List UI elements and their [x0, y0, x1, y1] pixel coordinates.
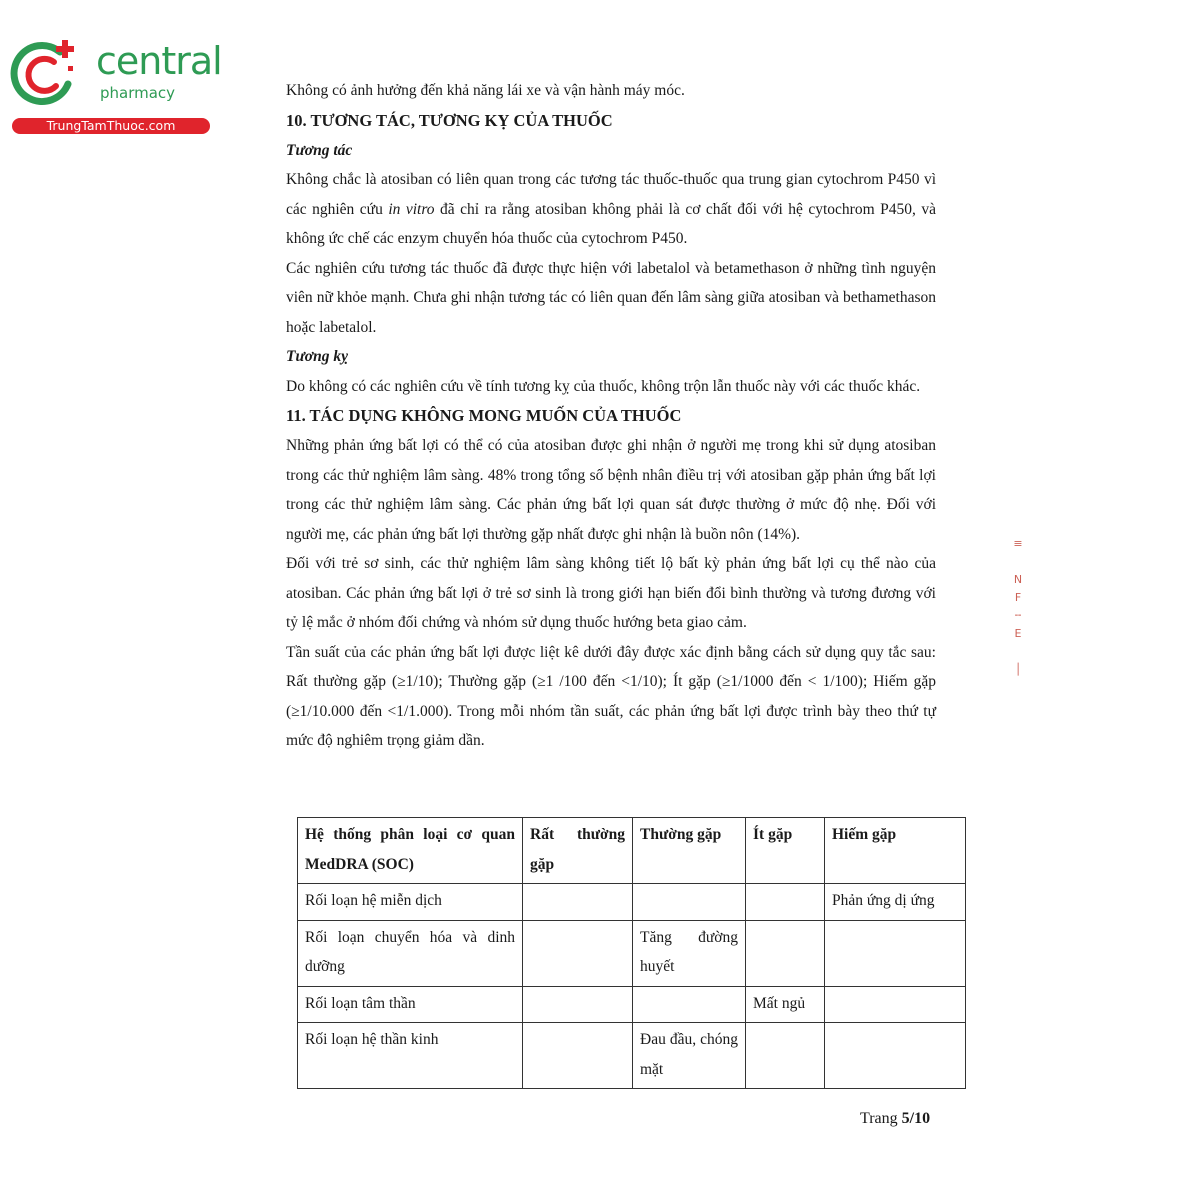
adverse-paragraph-3: Tần suất của các phản ứng bất lợi được liệt kê dưới đây được xác định bằng cách sử dụng quy tắc sau: Rất thường gặp (≥1/10); Thường gặp (≥1 /100 đến <1/10); Ít gặp (≥1/1000 đến < 1/100); Hiếm gặp (≥1/10.000 đến <1/1.000). Trong mỗi nhóm tần suất, các phản ứng bất lợi được trình bày theo thứ tự mức độ nghiêm trọng giảm dần. — [286, 643, 936, 749]
interaction-p1-part-b: đã chỉ ra rằng atosiban không phải là cơ chất đối với hệ cytochrom P450, và không ức chế các enzym chuyển hóa thuốc của cytochrom P450. — [286, 200, 936, 247]
table-cell — [825, 920, 966, 986]
adverse-paragraph-2: Đối với trẻ sơ sinh, các thử nghiệm lâm sàng không tiết lộ bất kỳ phản ứng bất lợi cụ thể nào của atosiban. Các phản ứng bất lợi ở trẻ sơ sinh là trong giới hạn biến đổi bình thường và tương đương với tỷ lệ mắc ở nhóm đối chứng và nhóm sử dụng thuốc hướng beta giao cảm. — [286, 555, 936, 631]
table-cell — [523, 1023, 633, 1089]
page-label: Trang — [860, 1110, 898, 1127]
adverse-reactions-table — [297, 817, 966, 1089]
brand-sub: pharmacy — [100, 84, 176, 102]
incompatibility-subheading: Tương kỵ — [286, 348, 348, 365]
header-very-common: Rất thường gặp — [523, 818, 633, 884]
table-cell: Đau đầu, chóng mặt — [633, 1023, 746, 1089]
table-row — [298, 1023, 966, 1089]
table-cell — [523, 884, 633, 921]
table-row — [298, 884, 966, 921]
table-cell — [633, 884, 746, 921]
header-common: Thường gặp — [633, 818, 746, 884]
brand-url: TrungTamThuoc.com — [12, 118, 210, 134]
table-cell — [746, 884, 825, 921]
central-pharmacy-logo-icon — [10, 38, 82, 110]
brand-name: central — [96, 39, 222, 83]
page-number: 5/10 — [901, 1110, 931, 1127]
adverse-paragraph-1: Những phản ứng bất lợi có thể có của atosiban được ghi nhận ở người mẹ trong khi sử dụng atosiban trong các thử nghiệm lâm sàng. 48% trong tổng số bệnh nhân điều trị với atosiban gặp phản ứng bất lợi trong các thử nghiệm lâm sàng. Các phản ứng bất lợi quan sát được thường ở mức độ nhẹ. Đối với người mẹ, các phản ứng bất lợi thường gặp nhất được ghi nhận là buồn nôn (14%). — [286, 437, 936, 543]
table-cell — [746, 920, 825, 986]
section-10-heading: 10. TƯƠNG TÁC, TƯƠNG KỴ CỦA THUỐC — [286, 110, 613, 130]
interaction-paragraph-2: Các nghiên cứu tương tác thuốc đã được thực hiện với labetalol và betamethason ở những tình nguyện viên nữ khỏe mạnh. Chưa ghi nhận tương tác có liên quan đến lâm sàng giữa atosiban và bethamethason hoặc labetalol. — [286, 259, 936, 336]
table-cell: Rối loạn hệ miễn dịch — [298, 884, 523, 921]
header-soc: Hệ thống phân loại cơ quan MedDRA (SOC) — [298, 818, 523, 884]
table-header-row — [298, 818, 966, 884]
table-cell — [825, 986, 966, 1023]
stamp-fragment: ≡ N F ╌ E │ — [1013, 537, 1023, 676]
table-cell — [746, 1023, 825, 1089]
table-cell: Mất ngủ — [746, 986, 825, 1023]
document-body — [286, 76, 936, 756]
brand-logo — [10, 38, 222, 138]
table-cell — [523, 986, 633, 1023]
table-cell: Rối loạn chuyển hóa và dinh dưỡng — [298, 920, 523, 986]
intro-line: Không có ảnh hưởng đến khả năng lái xe và vận hành máy móc. — [286, 82, 685, 99]
table-row — [298, 986, 966, 1023]
table-cell: Tăng đường huyết — [633, 920, 746, 986]
interaction-p1-italic: in vitro — [388, 200, 435, 218]
interaction-paragraph-1 — [286, 165, 936, 254]
page-footer — [860, 1110, 930, 1128]
table-cell: Rối loạn tâm thần — [298, 986, 523, 1023]
interaction-subheading: Tương tác — [286, 141, 353, 159]
interaction-p1-part-a: Không chắc là atosiban có liên quan trong các tương tác thuốc-thuốc qua trung gian cytochrom P450 vì các nghiên cứu — [286, 171, 936, 218]
table-row — [298, 920, 966, 986]
table-cell — [825, 1023, 966, 1089]
table-cell: Rối loạn hệ thần kinh — [298, 1023, 523, 1089]
header-uncommon: Ít gặp — [746, 818, 825, 884]
table-cell — [523, 920, 633, 986]
section-11-heading: 11. TÁC DỤNG KHÔNG MONG MUỐN CỦA THUỐC — [286, 406, 682, 425]
header-rare: Hiếm gặp — [825, 818, 966, 884]
table-cell — [633, 986, 746, 1023]
table-cell: Phản ứng dị ứng — [825, 884, 966, 921]
incompatibility-paragraph: Do không có các nghiên cứu về tính tương kỵ của thuốc, không trộn lẫn thuốc này với các thuốc khác. — [286, 377, 921, 395]
